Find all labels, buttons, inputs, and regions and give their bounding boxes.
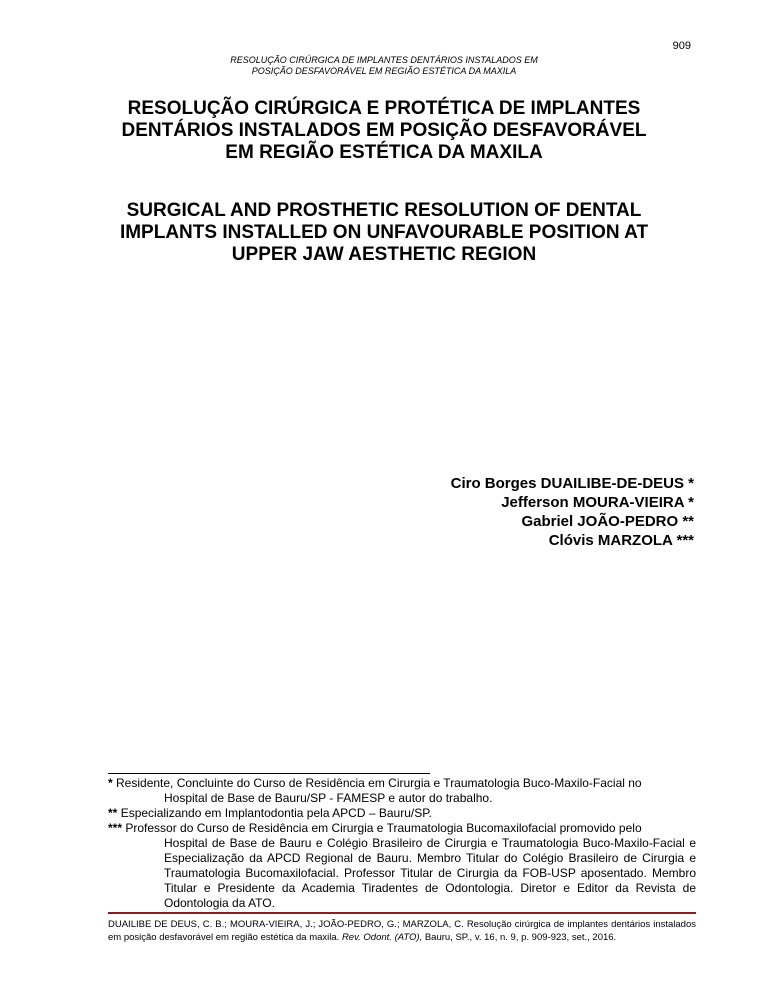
author-name: Clóvis MARZOLA ***	[548, 532, 694, 549]
running-header-line: RESOLUÇÃO CIRÚRGICA DE IMPLANTES DENTÁRIOS INSTALADOS EM	[230, 55, 538, 65]
running-header-line: POSIÇÃO DESFAVORÁVEL EM REGIÃO ESTÉTICA DA MAXILA	[251, 66, 517, 76]
footnote-divider	[108, 773, 430, 774]
citation-details: Bauru, SP., v. 16, n. 9, p. 909-923, set., 2016.	[424, 932, 617, 943]
title-line: EM REGIÃO ESTÉTICA DA MAXILA	[225, 142, 543, 163]
footnote-2	[108, 806, 696, 821]
footnote-text: Hospital de Base de Bauru e Colégio Brasileiro de Cirurgia e Traumatologia Buco-Maxilo-Facial e Especialização da APCD Regional de Bauru. Membro Titular do Colégio Brasileiro de Cirurgia e Traumatologia Bucomaxilofacial. Professor Titular de Cirurgia da FOB-USP aposentado. Membro Titular e Presidente da Academia Tiradentes de Odontologia. Diretor e Editor da Revista de Odontologia da ATO.	[164, 836, 696, 910]
page-number: 909	[672, 40, 691, 52]
citation-divider	[108, 912, 696, 914]
title-line: SURGICAL AND PROSTHETIC RESOLUTION OF DENTAL	[126, 200, 642, 221]
title-line: UPPER JAW AESTHETIC REGION	[231, 244, 537, 265]
title-english	[100, 200, 668, 266]
author-list	[451, 474, 694, 550]
footnote-text: Especializando em Implantodontia pela APCD – Bauru/SP.	[120, 806, 432, 820]
footnotes	[108, 776, 696, 911]
footnote-text: Hospital de Base de Bauru/SP - FAMESP e autor do trabalho.	[164, 791, 493, 805]
citation	[108, 918, 696, 944]
title-portuguese	[100, 98, 668, 164]
footnote-text: Residente, Concluinte do Curso de Residência em Cirurgia e Traumatologia Buco-Maxilo-Facial no	[116, 776, 642, 790]
footnote-marker: *	[108, 776, 113, 790]
title-line: IMPLANTS INSTALLED ON UNFAVOURABLE POSITION AT	[119, 222, 649, 243]
footnote-3	[108, 821, 696, 911]
citation-journal: Rev. Odont. (ATO),	[341, 932, 423, 943]
running-header	[0, 55, 768, 77]
citation-authors-title: DUAILIBE DE DEUS, C. B.; MOURA-VIEIRA, J.; JOÃO-PEDRO, G.; MARZOLA, C. Resolução cirúrgica de implantes dentários instalados em posição desfavorável em região estética da maxila.	[108, 919, 696, 943]
author-name: Ciro Borges DUAILIBE-DE-DEUS *	[450, 475, 694, 492]
footnote-text: Professor do Curso de Residência em Cirurgia e Traumatologia Bucomaxilofacial promovido pelo	[125, 821, 642, 835]
footnote-marker: **	[108, 806, 118, 820]
author-name: Jefferson MOURA-VIEIRA *	[501, 494, 694, 511]
title-line: DENTÁRIOS INSTALADOS EM POSIÇÃO DESFAVORÁVEL	[121, 120, 647, 141]
footnote-marker: ***	[108, 821, 123, 835]
footnote-1	[108, 776, 696, 806]
author-name: Gabriel JOÃO-PEDRO **	[521, 513, 694, 530]
title-line: RESOLUÇÃO CIRÚRGICA E PROTÉTICA DE IMPLANTES	[127, 98, 641, 119]
